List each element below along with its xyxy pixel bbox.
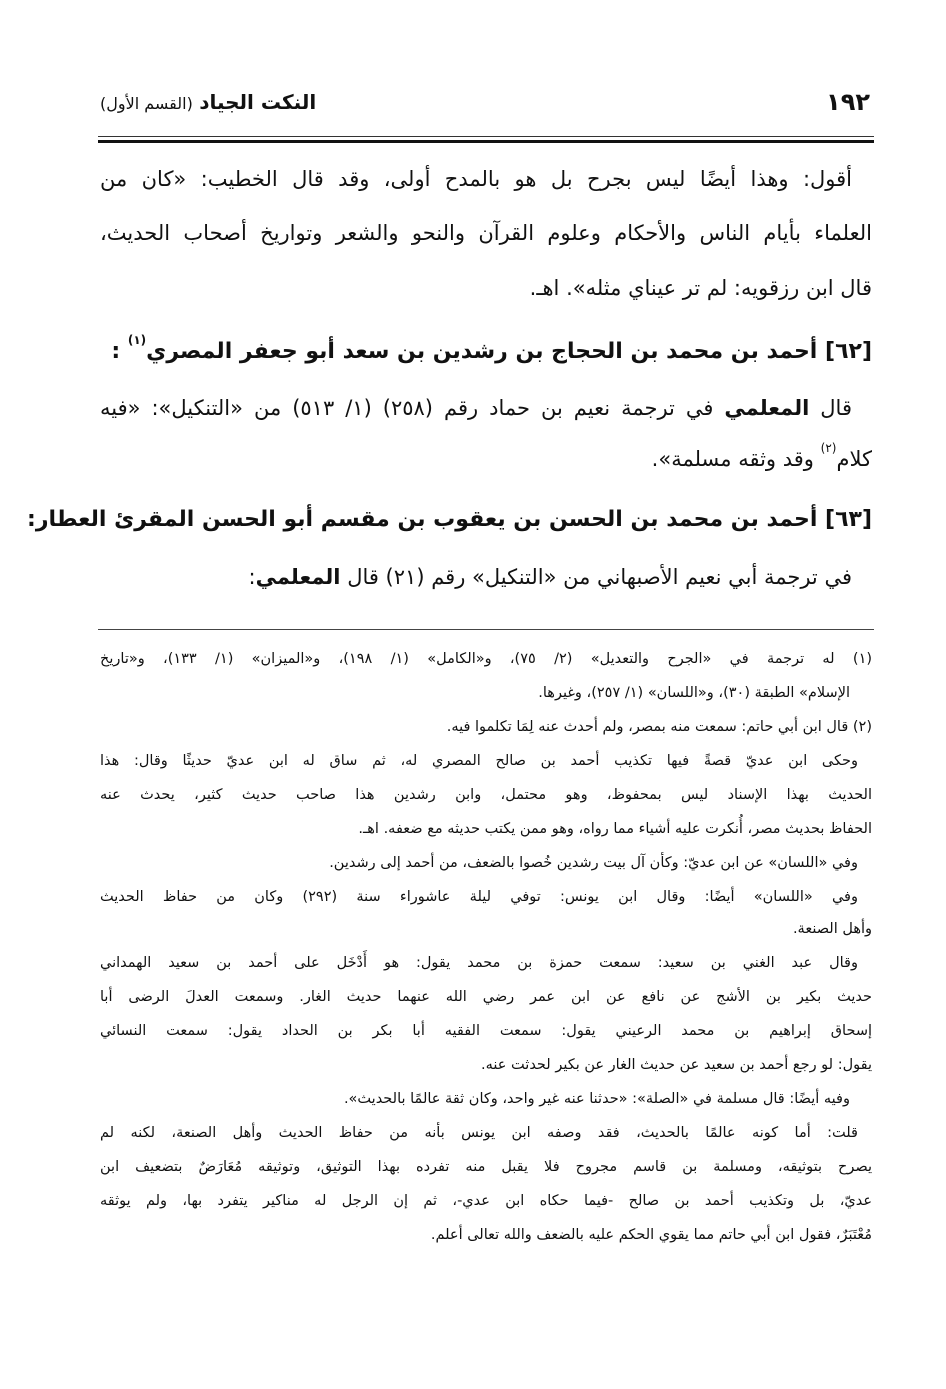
footnote-line: قلت: أما كونه عالمًا بالحديث، فقد وصفه ابن يونس بأنه من حفاظ الحديث وأهل الصنعة، لكنه لم (100, 1125, 858, 1141)
footnote-line: يقول: لو رجع أحمد بن سعيد عن حديث الغار عن بكير لحدثت عنه. (481, 1057, 872, 1073)
footnote-line: وقال عبد الغني بن سعيد: سمعت حمزة بن محمد يقول: هو أَدْخَل على أحمد بن سعيد الهمداني (100, 955, 858, 971)
footnote-line: حديث بكير بن الأشج عن نافع عن ابن عمر رضي الله عنهما حديث الغار. وسمعت العدلَ الرضى أبا (100, 989, 872, 1005)
entry-62-line (100, 393, 872, 423)
book-title-main: النكت الجياد (199, 90, 317, 114)
paragraph-line: العلماء بأيام الناس والأحكام وعلوم القرآن والنحو والشعر وتواريخ أصحاب الحديث، (100, 221, 872, 245)
heading-colon: : (111, 339, 121, 364)
text: في ترجمة أبي نعيم الأصبهاني من «التنكيل» رقم (٢١) قال (340, 565, 852, 589)
entry-62-line (100, 441, 872, 474)
footnote-ref-1[interactable]: (١) (127, 333, 147, 347)
footnote-separator (98, 629, 874, 630)
footnote-line: (٢) قال ابن أبي حاتم: سمعت منه بمصر، ولم أحدث عنه لِمَا تكلموا فيه. (446, 719, 872, 735)
text: قال (809, 396, 852, 420)
text: في ترجمة نعيم بن حماد رقم (٢٥٨) (١/ ٥١٣) من «التنكيل»: «فيه (100, 396, 725, 420)
footnote-line: الحديث بهذا الإسناد ليس بمحفوظ، وهو محتمل، وابن رشدين هذا صاحب حديث كثير، يحدث عنه (100, 787, 872, 803)
header-rule-thin (98, 136, 874, 137)
footnote-line: (١) له ترجمة في «الجرح والتعديل» (٢/ ٧٥)، و«الكامل» (١/ ١٩٨)، و«الميزان» (١/ ١٣٣)، و«تاريخ (100, 651, 873, 667)
entry-62-heading (100, 333, 872, 368)
footnote-line: مُعْتَبَرٌ، فقول ابن أبي حاتم مما يقوي الحكم عليه بالضعف والله تعالى أعلم. (430, 1227, 872, 1243)
footnote-line: وفي «اللسان» أيضًا: وقال ابن يونس: توفي ليلة عاشوراء سنة (٢٩٢) وكان من حفاظ الحديث (100, 889, 858, 905)
footnote-line: وحكى ابن عديّ قصةً فيها تكذيب أحمد بن صالح المصري له، ثم ساق له ابن عديّ حديثًا وقال: هذا (100, 753, 858, 769)
author-name: المعلمي (724, 396, 810, 420)
footnote-line: عديّ، بل وتكذيب أحمد بن صالح -فيما حكاه ابن عدي-، ثم إن الرجل له مناكير يتفرد بها، ولم يوثقه (100, 1193, 872, 1209)
text: وقد وثقه مسلمة». (651, 447, 821, 471)
footnote-line: وفي «اللسان» عن ابن عديّ: وكأن آل بيت رشدين خُصوا بالضعف، من أحمد إلى رشدين. (329, 855, 858, 871)
footnote-line: يصرح بتوثيقه، ومسلمة بن قاسم مجروح فلا يقبل منه تفرده بهذا التوثيق، وتوثيقه مُعَارَضٌ بتضعيف ابن (100, 1159, 872, 1175)
footnote-line: وأهل الصنعة. (792, 921, 872, 937)
footnote-line: الحفاظ بحديث مصر، أُنكرت عليه أشياء مما رواه، وهو ممن يكتب حديثه مع ضعفه. اهـ. (358, 821, 872, 837)
paragraph-line: قال ابن رزقويه: لم تر عيناي مثله». اهـ. (529, 276, 872, 300)
entry-63-heading: [٦٣] أحمد بن محمد بن الحسن بن يعقوب بن مقسم أبو الحسن المقرئ العطار: (27, 507, 872, 532)
header-rule-thick (98, 140, 874, 143)
footnote-ref-2[interactable]: (٢) (820, 441, 837, 455)
text: : (248, 565, 256, 589)
footnote-line: وفيه أيضًا: قال مسلمة في «الصلة»: «حدثنا عنه غير واحد، وكان ثقة عالمًا بالحديث». (343, 1091, 850, 1107)
heading-text: [٦٢] أحمد بن محمد بن الحجاج بن رشدين بن سعد أبو جعفر المصري (146, 339, 872, 364)
footnote-line: الإسلام» الطبقة (٣٠)، و«اللسان» (١/ ٢٥٧)، وغيرها. (538, 685, 850, 701)
paragraph-line: أقول: وهذا أيضًا ليس بجرح بل هو بالمدح أولى، وقد قال الخطيب: «كان من (100, 167, 852, 191)
footnote-line: إسحاق إبراهيم بن محمد الرعيني يقول: سمعت الفقيه أبا بكر بن الحداد يقول: سمعت النسائي (100, 1023, 872, 1039)
author-name: المعلمي (255, 565, 341, 589)
book-title (100, 90, 316, 114)
page-number: ١٩٢ (826, 88, 870, 116)
text: كلام (836, 447, 872, 471)
entry-63-line (100, 562, 872, 592)
book-part: (القسم الأول) (100, 94, 193, 113)
